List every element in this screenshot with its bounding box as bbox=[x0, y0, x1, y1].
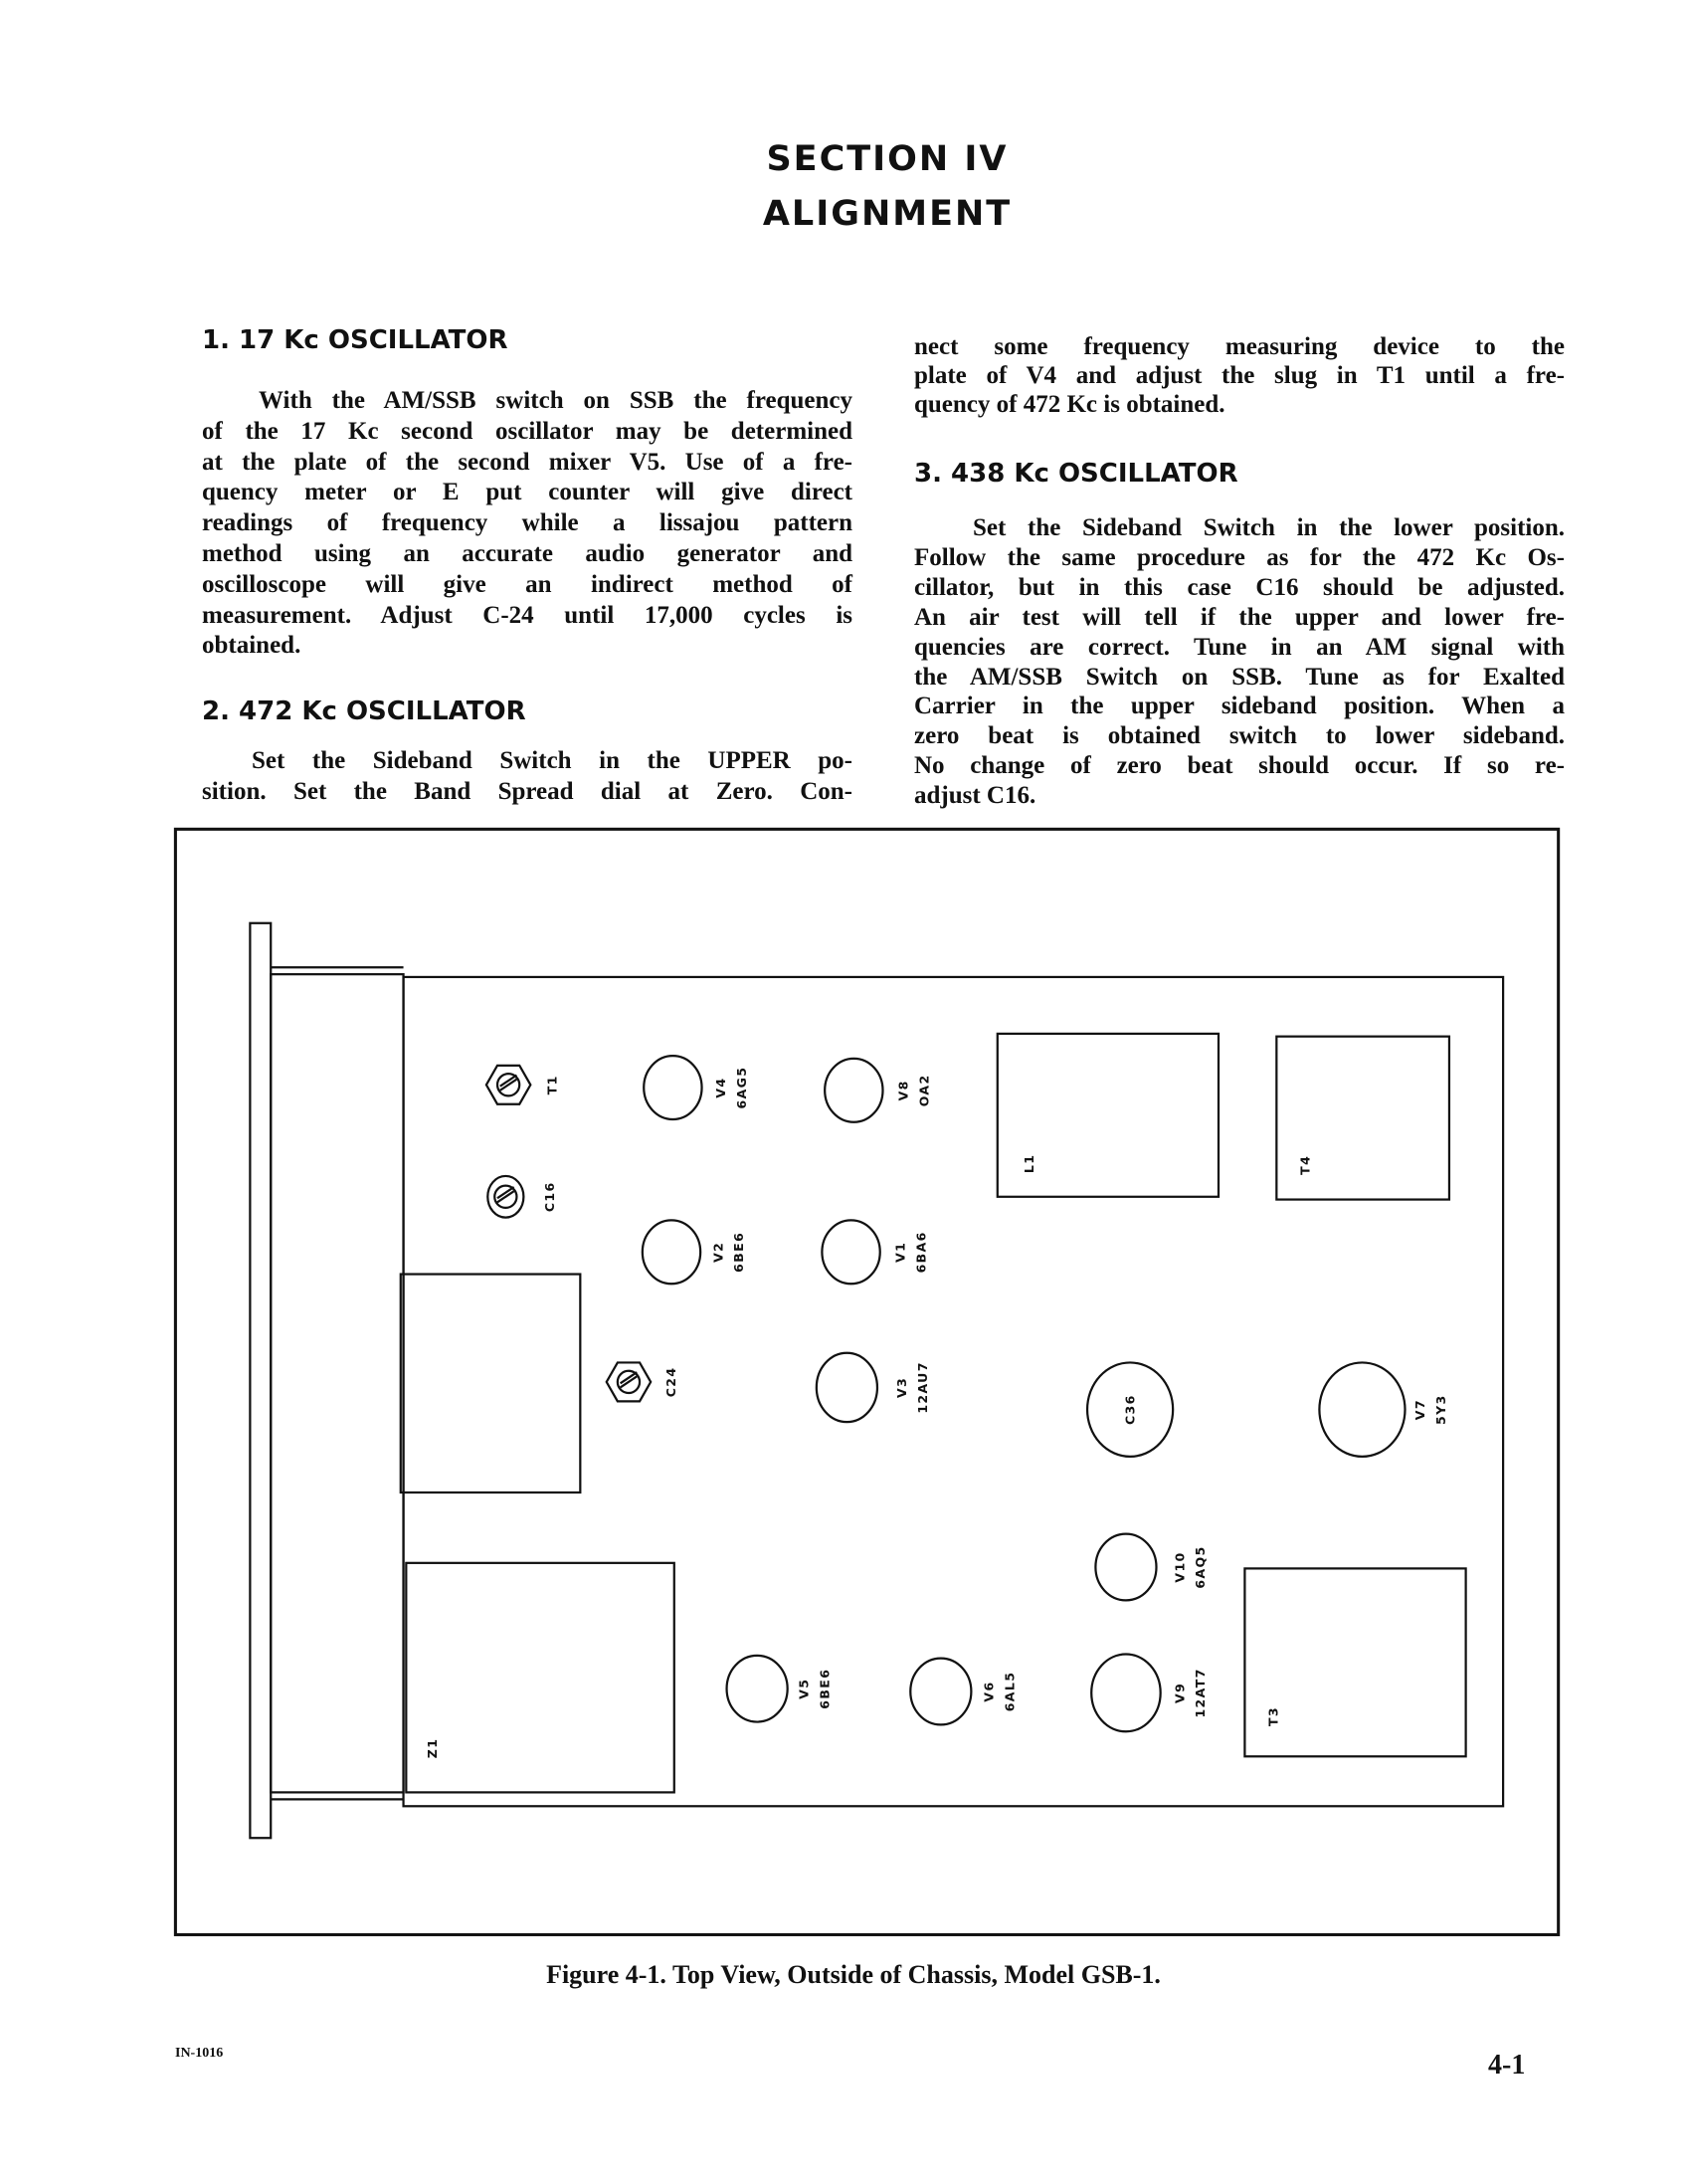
paragraph-line: quency meter or E put counter will give direct bbox=[202, 479, 852, 506]
label-v1-type: 6BA6 bbox=[913, 1231, 929, 1274]
label-v10-type: 6AQ5 bbox=[1193, 1545, 1209, 1589]
t1-adjust-hex-icon bbox=[486, 1066, 530, 1104]
tube-socket-v8 bbox=[825, 1059, 882, 1122]
outer-frame bbox=[175, 829, 1558, 1934]
label-v1: V1 bbox=[892, 1241, 908, 1263]
paragraph-line: Carrier in the upper sideband position. When a bbox=[914, 693, 1565, 720]
paragraph-line: Follow the same procedure as for the 472 Kc Os- bbox=[914, 543, 1565, 571]
paragraph-line: cillator, but in this case C16 should be adjusted. bbox=[914, 573, 1565, 601]
label-v8-type: OA2 bbox=[916, 1074, 932, 1107]
paragraph-line: adjust C16. bbox=[914, 782, 1036, 810]
tube-socket-v7 bbox=[1319, 1362, 1405, 1456]
tube-socket-v2 bbox=[643, 1220, 700, 1284]
label-v6: V6 bbox=[981, 1681, 997, 1702]
label-v8: V8 bbox=[895, 1080, 911, 1101]
label-t4: T4 bbox=[1297, 1154, 1313, 1175]
c16-adjust-screw-icon bbox=[487, 1176, 523, 1218]
tube-socket-v10 bbox=[1095, 1534, 1156, 1601]
t4-box bbox=[1276, 1037, 1449, 1200]
paragraph-line: readings of frequency while a lissajou pattern bbox=[202, 509, 852, 537]
paragraph-line: the AM/SSB Switch on SSB. Tune as for Exalted bbox=[914, 663, 1565, 691]
paragraph-line: quencies are correct. Tune in an AM signal with bbox=[914, 633, 1565, 661]
label-v9: V9 bbox=[1172, 1682, 1188, 1703]
tube-socket-v3 bbox=[817, 1353, 877, 1422]
label-v3: V3 bbox=[894, 1376, 910, 1399]
left-middle-box bbox=[401, 1275, 581, 1492]
paragraph-line: No change of zero beat should occur. If so re- bbox=[914, 752, 1565, 780]
label-v5-type: 6BE6 bbox=[817, 1668, 833, 1709]
paragraph-line: sition. Set the Band Spread dial at Zero. Con- bbox=[202, 778, 852, 805]
label-l1: L1 bbox=[1021, 1153, 1036, 1174]
paragraph-line: An air test will tell if the upper and lower fre- bbox=[914, 603, 1565, 631]
paragraph-line: nect some frequency measuring device to the bbox=[914, 333, 1565, 360]
t3-box bbox=[1244, 1568, 1465, 1756]
figure-caption: Figure 4-1. Top View, Outside of Chassis, Model GSB-1. bbox=[546, 1960, 1161, 1989]
label-z1: Z1 bbox=[424, 1737, 440, 1759]
label-v5: V5 bbox=[796, 1678, 812, 1699]
z1-box bbox=[406, 1563, 673, 1793]
paragraph-line: obtained. bbox=[202, 632, 301, 660]
tube-socket-v5 bbox=[727, 1656, 788, 1722]
paragraph-line: measurement. Adjust C-24 until 17,000 cycles is bbox=[202, 601, 852, 629]
label-v3-type: 12AU7 bbox=[914, 1361, 930, 1414]
tube-socket-v1 bbox=[822, 1220, 879, 1284]
paragraph-line: Set the Sideband Switch in the lower position. bbox=[973, 514, 1565, 541]
label-v10: V10 bbox=[1172, 1551, 1188, 1583]
label-t1: T1 bbox=[544, 1075, 560, 1095]
label-v6-type: 6AL5 bbox=[1002, 1671, 1018, 1712]
page-number: 4-1 bbox=[1488, 2050, 1526, 2081]
label-v4: V4 bbox=[713, 1077, 729, 1098]
paragraph-line: With the AM/SSB switch on SSB the frequency bbox=[259, 387, 852, 414]
paragraph-line: method using an accurate audio generator and bbox=[202, 540, 852, 567]
tube-socket-v9 bbox=[1091, 1655, 1160, 1732]
label-v7-type: 5Y3 bbox=[1432, 1394, 1448, 1425]
label-c24: C24 bbox=[663, 1366, 679, 1398]
document-number: IN-1016 bbox=[175, 2046, 224, 2061]
paragraph-line: of the 17 Kc second oscillator may be determined bbox=[202, 417, 852, 445]
paragraph-line: plate of V4 and adjust the slug in T1 until a fre- bbox=[914, 362, 1565, 389]
paragraph-line: quency of 472 Kc is obtained. bbox=[914, 391, 1225, 418]
front-panel-strip bbox=[250, 923, 271, 1838]
paragraph-line: at the plate of the second mixer V5. Use of a fre- bbox=[202, 448, 852, 476]
heading-17kc-oscillator: 1. 17 Kc OSCILLATOR bbox=[202, 325, 508, 355]
c24-adjust-hex-icon bbox=[607, 1362, 651, 1401]
tube-socket-v4 bbox=[644, 1056, 701, 1119]
section-number: SECTION IV bbox=[766, 139, 1009, 179]
heading-438kc-oscillator: 3. 438 Kc OSCILLATOR bbox=[914, 459, 1238, 489]
label-v7: V7 bbox=[1411, 1399, 1427, 1421]
section-title: ALIGNMENT bbox=[762, 194, 1013, 234]
label-v9-type: 12AT7 bbox=[1193, 1668, 1209, 1718]
paragraph-line: oscilloscope will give an indirect method of bbox=[202, 570, 852, 598]
label-c16: C16 bbox=[541, 1181, 557, 1213]
label-v4-type: 6AG5 bbox=[734, 1066, 749, 1109]
heading-472kc-oscillator: 2. 472 Kc OSCILLATOR bbox=[202, 696, 526, 726]
chassis-outline bbox=[404, 977, 1504, 1806]
label-v2-type: 6BE6 bbox=[731, 1231, 747, 1273]
paragraph-line: Set the Sideband Switch in the UPPER po- bbox=[252, 747, 852, 774]
label-v2: V2 bbox=[710, 1241, 726, 1263]
label-t3: T3 bbox=[1265, 1705, 1281, 1727]
paragraph-line: zero beat is obtained switch to lower sideband. bbox=[914, 722, 1565, 750]
tube-socket-v6 bbox=[910, 1659, 971, 1725]
label-c36: C36 bbox=[1122, 1394, 1138, 1426]
front-panel-box bbox=[271, 974, 403, 1792]
